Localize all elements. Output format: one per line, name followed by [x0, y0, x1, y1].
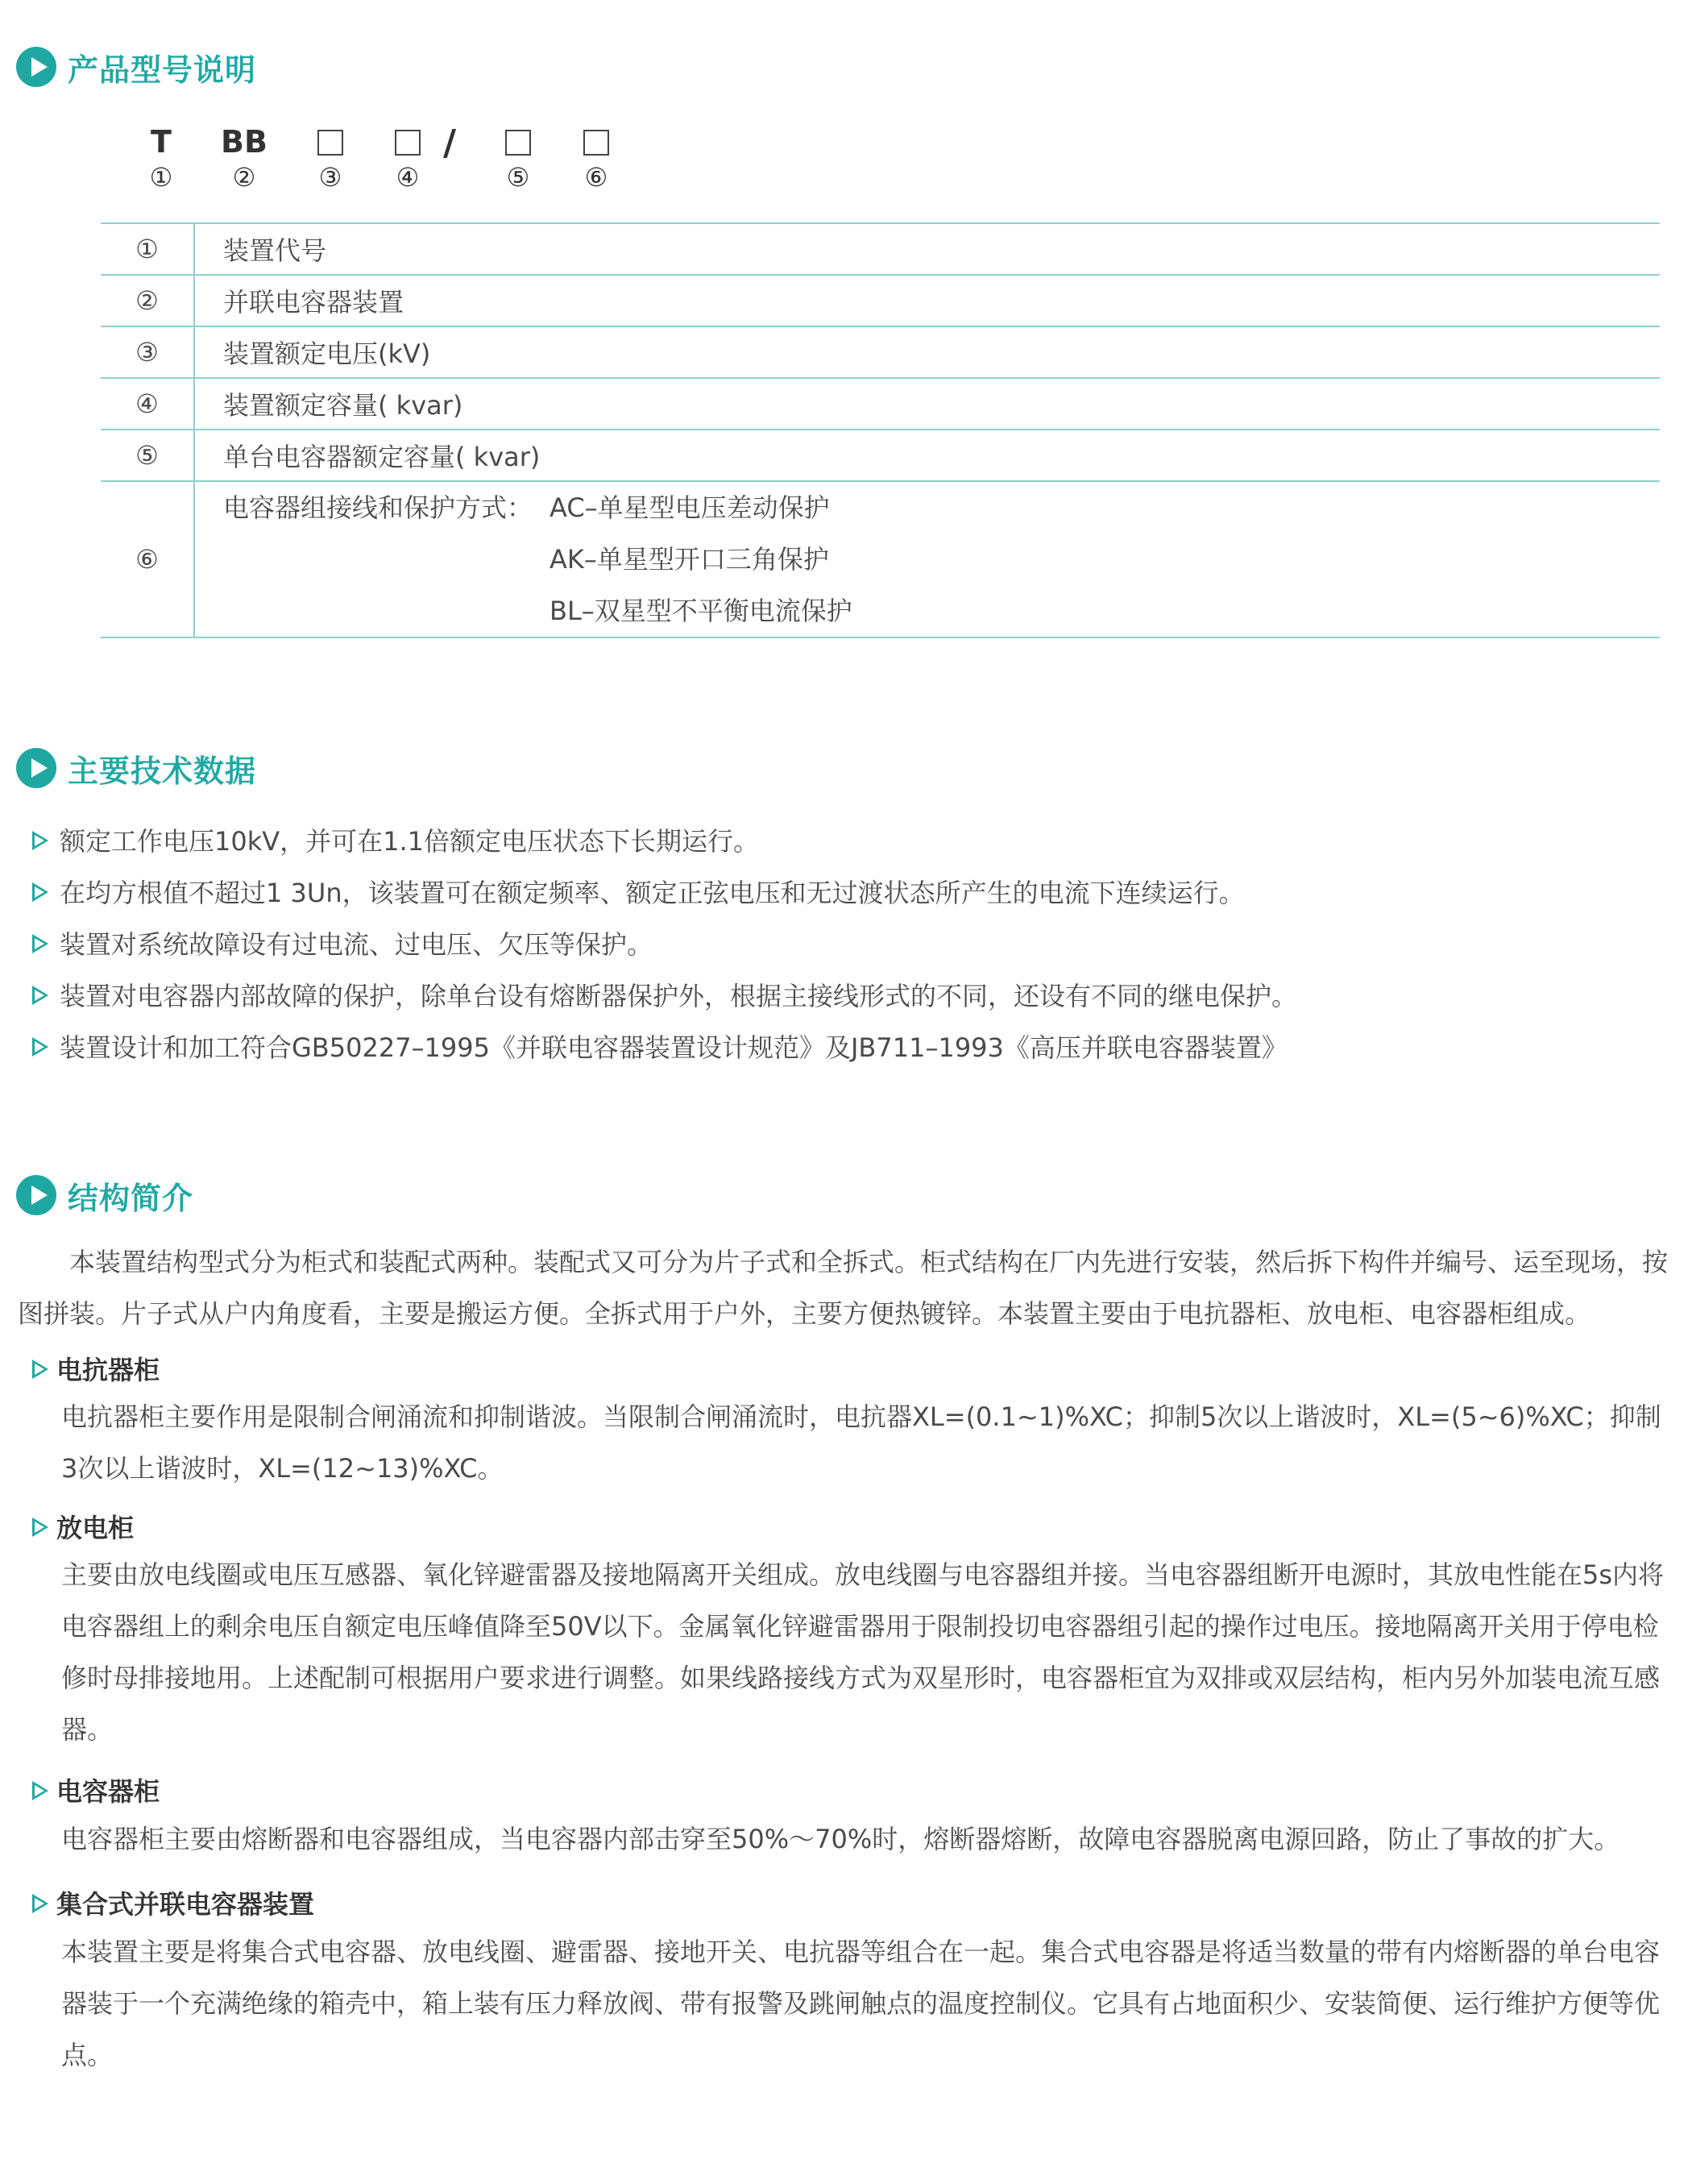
list-item-text: 装置对电容器内部故障的保护，除单台设有熔断器保护外，根据主接线形式的不同，还设有不同的继电保护。 — [60, 981, 1298, 1011]
list-item-text: 额定工作电压10kV，并可在1.1倍额定电压状态下长期运行。 — [60, 826, 760, 857]
section-title: 结构简介 — [68, 1180, 194, 1216]
code-index: ① — [149, 162, 173, 193]
code-index: ③ — [318, 162, 342, 193]
section-title: 主要技术数据 — [68, 753, 257, 789]
code-index: ④ — [396, 162, 420, 193]
protection-option: AK–单星型开口三角保护 — [549, 544, 829, 575]
row-text: 装置额定容量( kvar) — [194, 378, 1660, 430]
code-box — [486, 122, 550, 161]
subsection-body: 主要由放电线圈或电压互感器、氧化锌避雷器及接地隔离开关组成。放电线圈与电容器组并接。当电容器组断开电源时，其放电性能在5s内将电容器组上的剩余电压自额定电压峰值降至50V以下。金属氧化锌避雷器用于限制投切电容器组引起的操作过电压。接地隔离开关用于停电检修时母排接地用。上述配制可根据用户要求进行调整。如果线路接线方式为双星形时，电容器柜宜为双排或双层结构，柜内另外加装电流互感器。 — [61, 1559, 1665, 1745]
list-item — [32, 1022, 1676, 1073]
table-row — [101, 223, 1660, 275]
subsection-title-text: 放电柜 — [56, 1513, 135, 1543]
subsection-title-text: 电抗器柜 — [56, 1355, 160, 1385]
row-text: 并联电容器装置 — [194, 275, 1660, 326]
list-item-text: 装置设计和加工符合GB50227–1995《并联电容器装置设计规范》及JB711–1993《高压并联电容器装置》 — [60, 1032, 1288, 1063]
code-index: ② — [232, 162, 256, 193]
model-code-part — [298, 122, 363, 193]
protection-cell — [194, 481, 1660, 637]
triangle-bullet-icon — [32, 831, 48, 850]
protection-line — [223, 534, 1660, 585]
table-row — [101, 430, 1660, 481]
table-row — [101, 275, 1660, 326]
play-circle-icon — [16, 1175, 56, 1215]
triangle-bullet-icon — [32, 1894, 48, 1913]
code-box — [375, 122, 440, 161]
empty-square-icon — [505, 130, 531, 156]
code-char: T — [151, 124, 172, 160]
row-index: ④ — [101, 378, 194, 430]
table-row — [101, 326, 1660, 378]
code-index: ⑤ — [506, 162, 530, 193]
subsection-title-text: 集合式并联电容器装置 — [56, 1889, 315, 1920]
empty-square-icon — [583, 130, 609, 156]
subsection-title — [32, 1504, 134, 1552]
section-heading-tech — [16, 748, 256, 788]
list-item — [32, 816, 1676, 867]
protection-option: AC–单星型电压差动保护 — [549, 492, 830, 523]
model-description-table — [101, 222, 1660, 638]
row-text: 装置代号 — [194, 223, 1660, 275]
triangle-bullet-icon — [32, 1781, 48, 1800]
row-text: 单台电容器额定容量( kvar) — [194, 430, 1660, 481]
code-char: BB — [221, 124, 267, 160]
tech-data-list — [32, 816, 1676, 1073]
list-item-text: 装置对系统故障设有过电流、过电压、欠压等保护。 — [60, 929, 653, 960]
list-item-text: 在均方根值不超过1 3Un，该装置可在额定频率、额定正弦电压和无过渡状态所产生的电流下连续运行。 — [60, 878, 1245, 908]
play-circle-icon — [16, 47, 56, 87]
triangle-bullet-icon — [32, 1360, 48, 1379]
model-code — [129, 122, 693, 203]
list-item — [32, 970, 1676, 1022]
table-row — [101, 378, 1660, 430]
empty-square-icon — [395, 130, 421, 156]
model-code-part — [564, 122, 628, 193]
triangle-bullet-icon — [32, 1037, 48, 1057]
row-index: ③ — [101, 326, 194, 378]
protection-line — [223, 585, 1660, 637]
subsection-title — [32, 1880, 314, 1929]
subsection-body: 本装置主要是将集合式电容器、放电线圈、避雷器、接地开关、电抗器等组合在一起。集合式电容器是将适当数量的带有内熔断器的单台电容器装于一个充满绝缘的箱壳中，箱上装有压力释放阀、带有报警及跳闸触点的温度控制仪。它具有占地面积少、安装简便、运行维护方便等优点。 — [61, 1937, 1661, 2070]
section-heading-model — [16, 47, 256, 87]
play-circle-icon — [16, 748, 56, 788]
list-item — [32, 919, 1676, 970]
section-title: 产品型号说明 — [68, 52, 257, 88]
protection-option: BL–双星型不平衡电流保护 — [549, 596, 852, 626]
triangle-bullet-icon — [32, 934, 48, 953]
row-index: ① — [101, 223, 194, 275]
structure-intro: 本装置结构型式分为柜式和装配式两种。装配式又可分为片子式和全拆式。柜式结构在厂内先进行安装，然后拆下构件并编号、运至现场，按图拼装。片子式从户内角度看，主要是搬运方便。全拆式用于户外，主要方便热镀锌。本装置主要由于电抗器柜、放电柜、电容器柜组成。 — [18, 1247, 1669, 1329]
triangle-bullet-icon — [32, 882, 48, 902]
section-heading-structure — [16, 1175, 193, 1215]
row-text: 装置额定电压(kV) — [194, 326, 1660, 378]
code-box — [564, 122, 628, 161]
code-index: ⑥ — [584, 162, 608, 193]
triangle-bullet-icon — [32, 986, 48, 1005]
subsection-title-text: 电容器柜 — [56, 1776, 160, 1807]
row-index: ⑥ — [101, 481, 194, 637]
row-index: ⑤ — [101, 430, 194, 481]
subsection-title — [32, 1346, 160, 1394]
table-row-protection — [101, 481, 1660, 637]
protection-label: 电容器组接线和保护方式： — [223, 492, 533, 523]
code-box — [298, 122, 363, 161]
model-code-part — [212, 122, 276, 193]
row-index: ② — [101, 275, 194, 326]
empty-square-icon — [317, 130, 343, 156]
protection-line — [223, 482, 1660, 534]
list-item — [32, 867, 1676, 919]
subsection-body: 电容器柜主要由熔断器和电容器组成，当电容器内部击穿至50%～70%时，熔断器熔断，故障电容器脱离电源回路，防止了事故的扩大。 — [61, 1824, 1620, 1854]
subsection-title — [32, 1767, 160, 1816]
code-slash: / — [443, 122, 457, 164]
model-code-part — [375, 122, 440, 193]
model-code-part — [129, 122, 193, 193]
subsection-body: 电抗器柜主要作用是限制合闸涌流和抑制谐波。当限制合闸涌流时，电抗器XL=(0.1~1)%XC；抑制5次以上谐波时，XL=(5~6)%XC；抑制3次以上谐波时，XL=(12~13)%XC。 — [61, 1401, 1661, 1484]
model-code-part — [486, 122, 550, 193]
triangle-bullet-icon — [32, 1518, 48, 1537]
